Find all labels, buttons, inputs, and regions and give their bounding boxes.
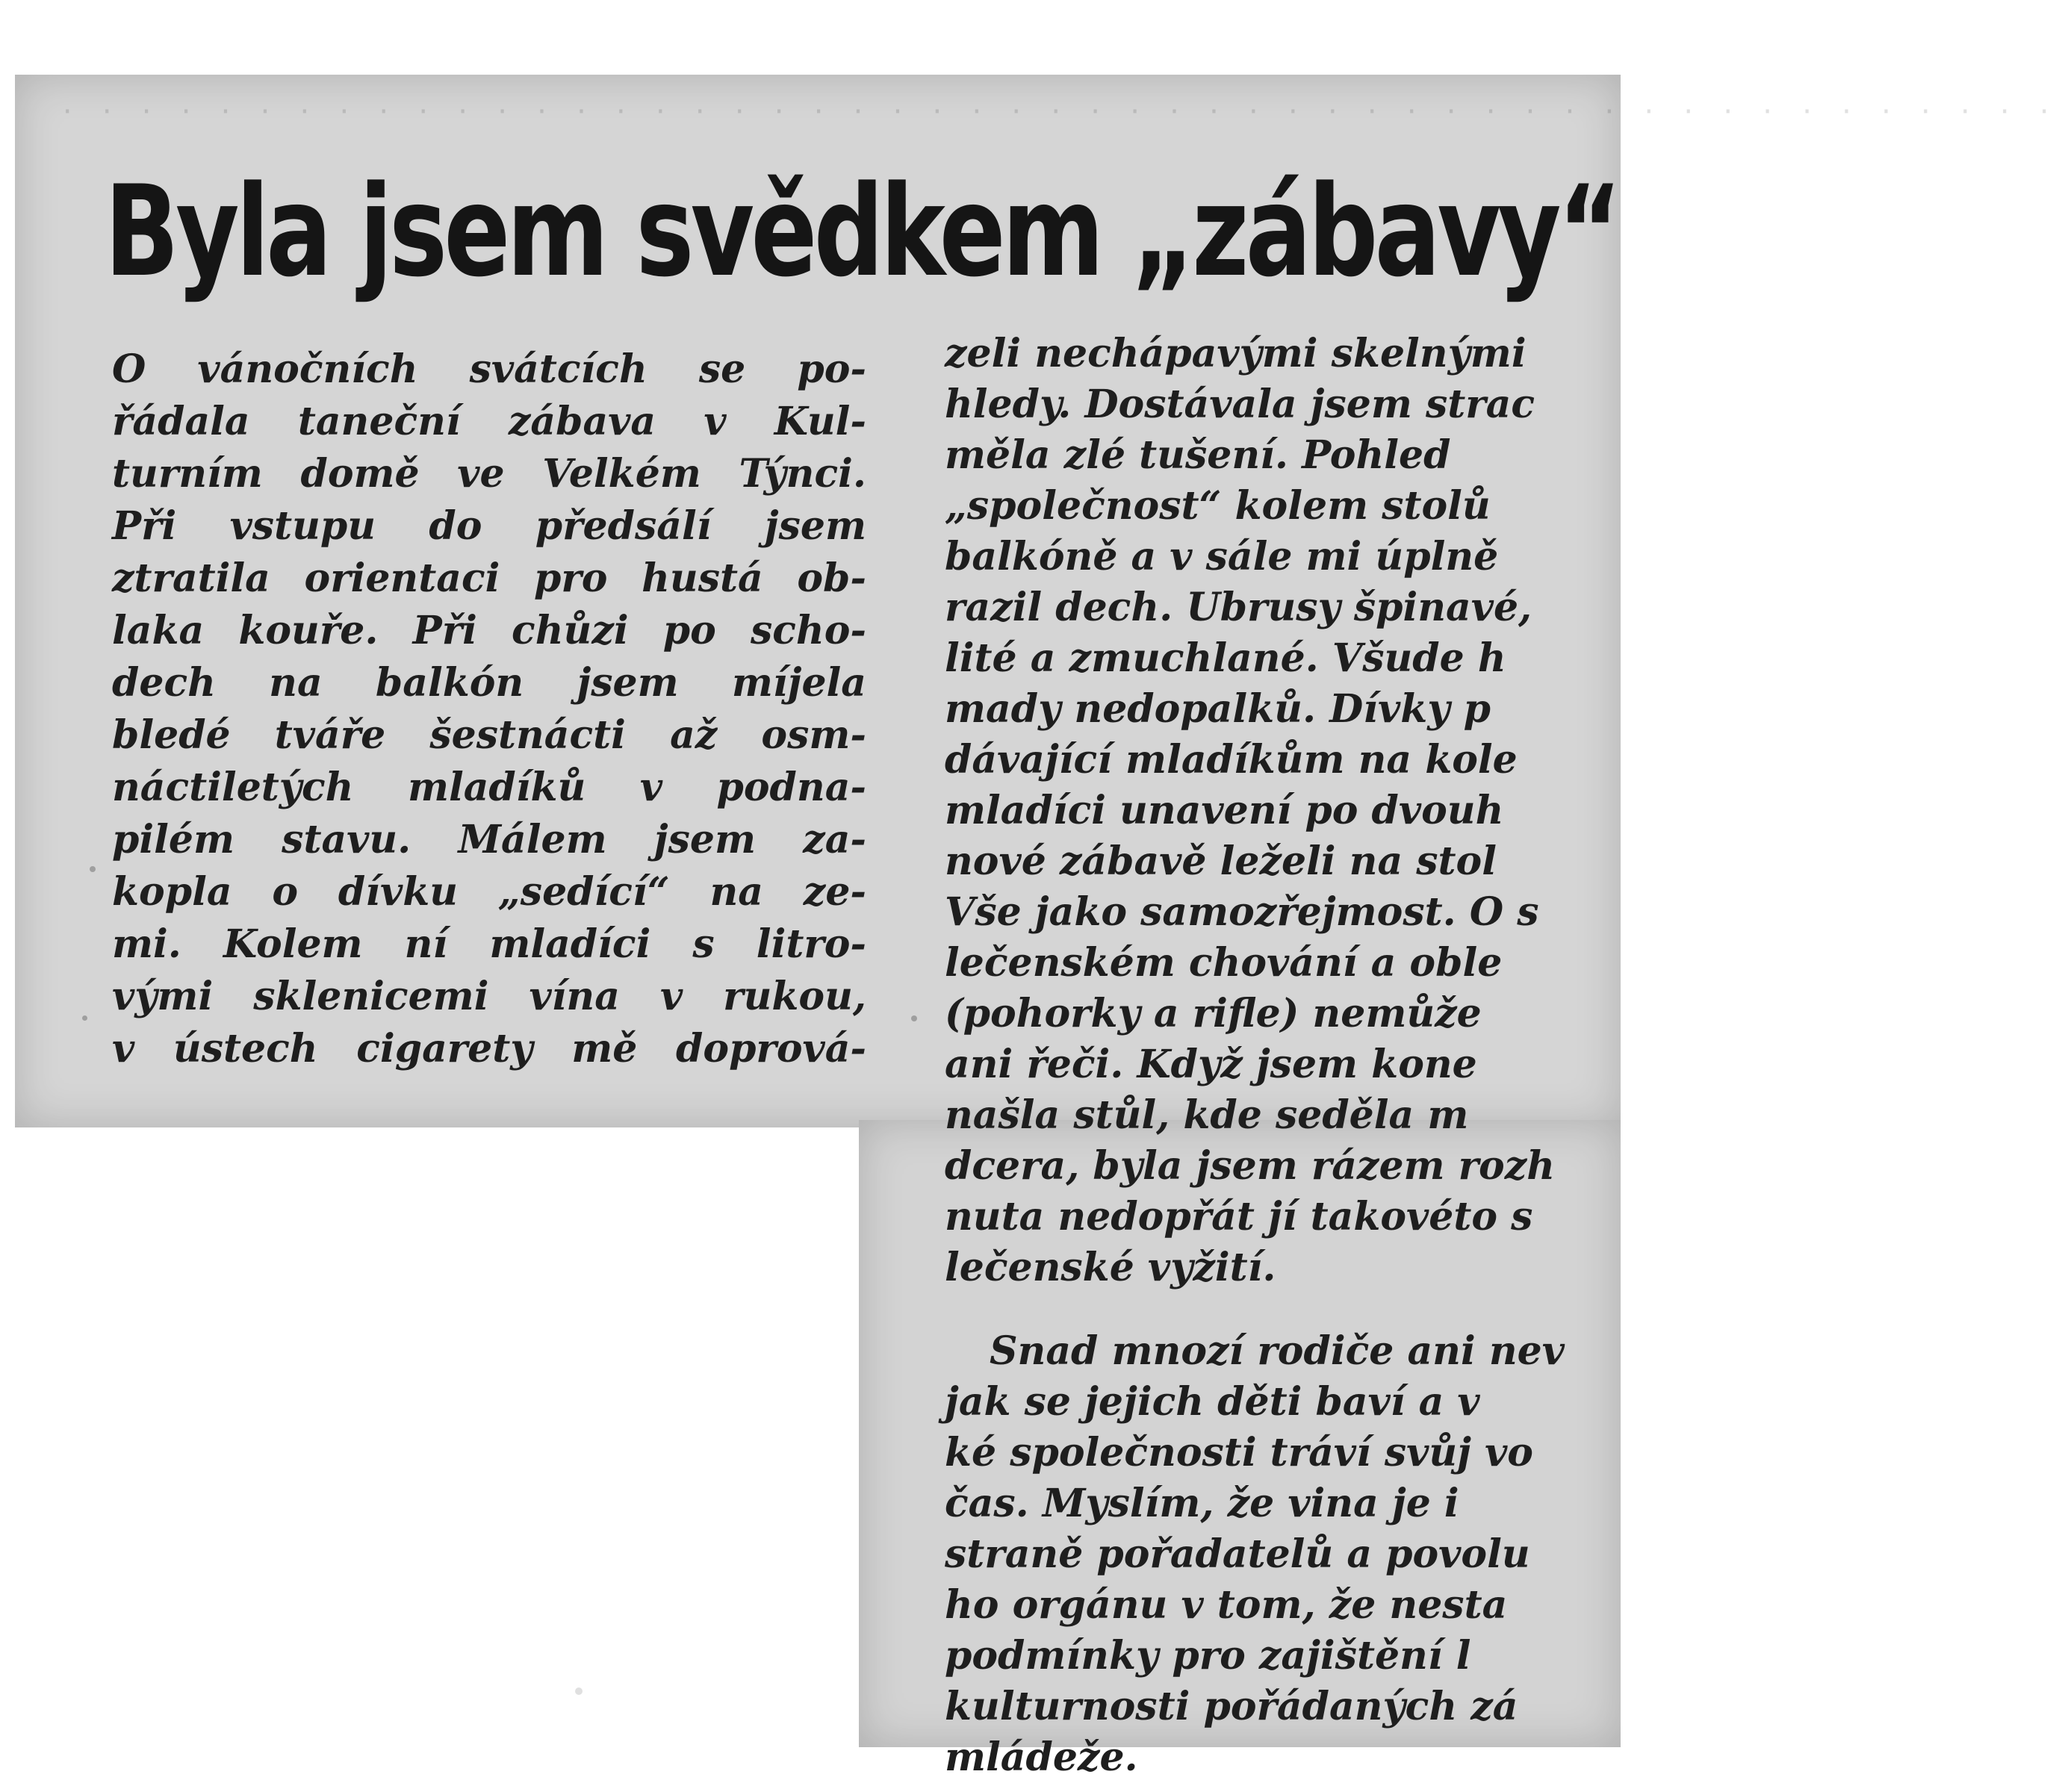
- text-line: ztratila orientaci pro hustá ob-: [112, 556, 866, 601]
- text-line: Při vstupu do předsálí jsem: [112, 503, 866, 549]
- text-line: O vánočních svátcích se po-: [112, 346, 866, 392]
- text-line: měla zlé tušení. Pohled: [945, 432, 1451, 478]
- speck: [911, 1015, 917, 1021]
- text-line: razil dech. Ubrusy špinavé,: [945, 585, 1532, 630]
- text-line: mladíci unavení po dvouh: [945, 788, 1504, 833]
- text-line: Snad mnozí rodiče ani nev: [990, 1328, 1565, 1374]
- text-line: mi. Kolem ní mladíci s litro-: [112, 921, 866, 967]
- text-line: kopla o dívku „sedící“ na ze-: [112, 869, 866, 915]
- text-line: dech na balkón jsem míjela: [112, 660, 866, 706]
- text-line: mládeže.: [945, 1735, 1138, 1780]
- text-line: v ústech cigarety mě doprová-: [112, 1026, 866, 1071]
- text-line: čas. Myslím, že vina je i: [945, 1481, 1459, 1526]
- text-line: řádala taneční zábava v Kul-: [112, 399, 866, 444]
- text-line: dávající mladíkům na kole: [945, 737, 1518, 783]
- article-column-left: [112, 343, 866, 1075]
- text-line: lité a zmuchlané. Všude h: [945, 635, 1506, 681]
- text-line: mady nedopalků. Dívky p: [945, 686, 1491, 732]
- text-line: hledy. Dostávala jsem strac: [945, 382, 1535, 427]
- text-line: kulturnosti pořádaných zá: [945, 1684, 1518, 1729]
- text-line: podmínky pro zajištění l: [945, 1633, 1471, 1679]
- text-line: jak se jejich děti baví a v: [945, 1379, 1480, 1425]
- text-line: turním domě ve Velkém Týnci.: [112, 451, 866, 497]
- speck: [82, 1015, 87, 1021]
- text-line: lečenském chování a oble: [945, 940, 1503, 986]
- text-line: ani řeči. Když jsem kone: [945, 1042, 1477, 1087]
- text-line: bledé tváře šestnácti až osm-: [112, 712, 866, 758]
- text-line: našla stůl, kde seděla m: [945, 1092, 1469, 1138]
- text-line: Vše jako samozřejmost. O s: [945, 889, 1539, 935]
- text-line: vými sklenicemi vína v rukou,: [112, 974, 866, 1019]
- text-line: lečenské vyžití.: [945, 1245, 1276, 1290]
- text-line: straně pořadatelů a povolu: [945, 1531, 1530, 1577]
- headline: Byla jsem svědkem „zábavy“: [105, 158, 1619, 305]
- show-through-texture: · · · · · · · · · · · · · · · · · · · · · · · · · · · · · · · · · · · · · · · · · · · · · · · · · · ·: [60, 97, 2056, 127]
- text-line: ho orgánu v tom, že nesta: [945, 1582, 1508, 1628]
- text-line: zeli nechápavými skelnými: [945, 331, 1527, 376]
- text-line: ké společnosti tráví svůj vo: [945, 1430, 1533, 1475]
- text-line: nuta nedopřát jí takovéto s: [945, 1194, 1533, 1239]
- article-column-right: [945, 329, 1621, 1783]
- paragraph-gap: [945, 1293, 1621, 1326]
- text-line: nové zábavě leželi na stol: [945, 839, 1497, 884]
- text-line: laka kouře. Při chůzi po scho-: [112, 608, 866, 653]
- text-line: (pohorky a rifle) nemůže: [945, 991, 1482, 1036]
- speck: [575, 1687, 583, 1695]
- speck: [90, 866, 96, 872]
- text-line: „společnost“ kolem stolů: [945, 483, 1491, 529]
- text-line: dcera, byla jsem rázem rozh: [945, 1143, 1556, 1189]
- text-line: pilém stavu. Málem jsem za-: [112, 817, 866, 862]
- text-line: náctiletých mladíků v podna-: [112, 765, 866, 810]
- text-line: balkóně a v sále mi úplně: [945, 534, 1499, 579]
